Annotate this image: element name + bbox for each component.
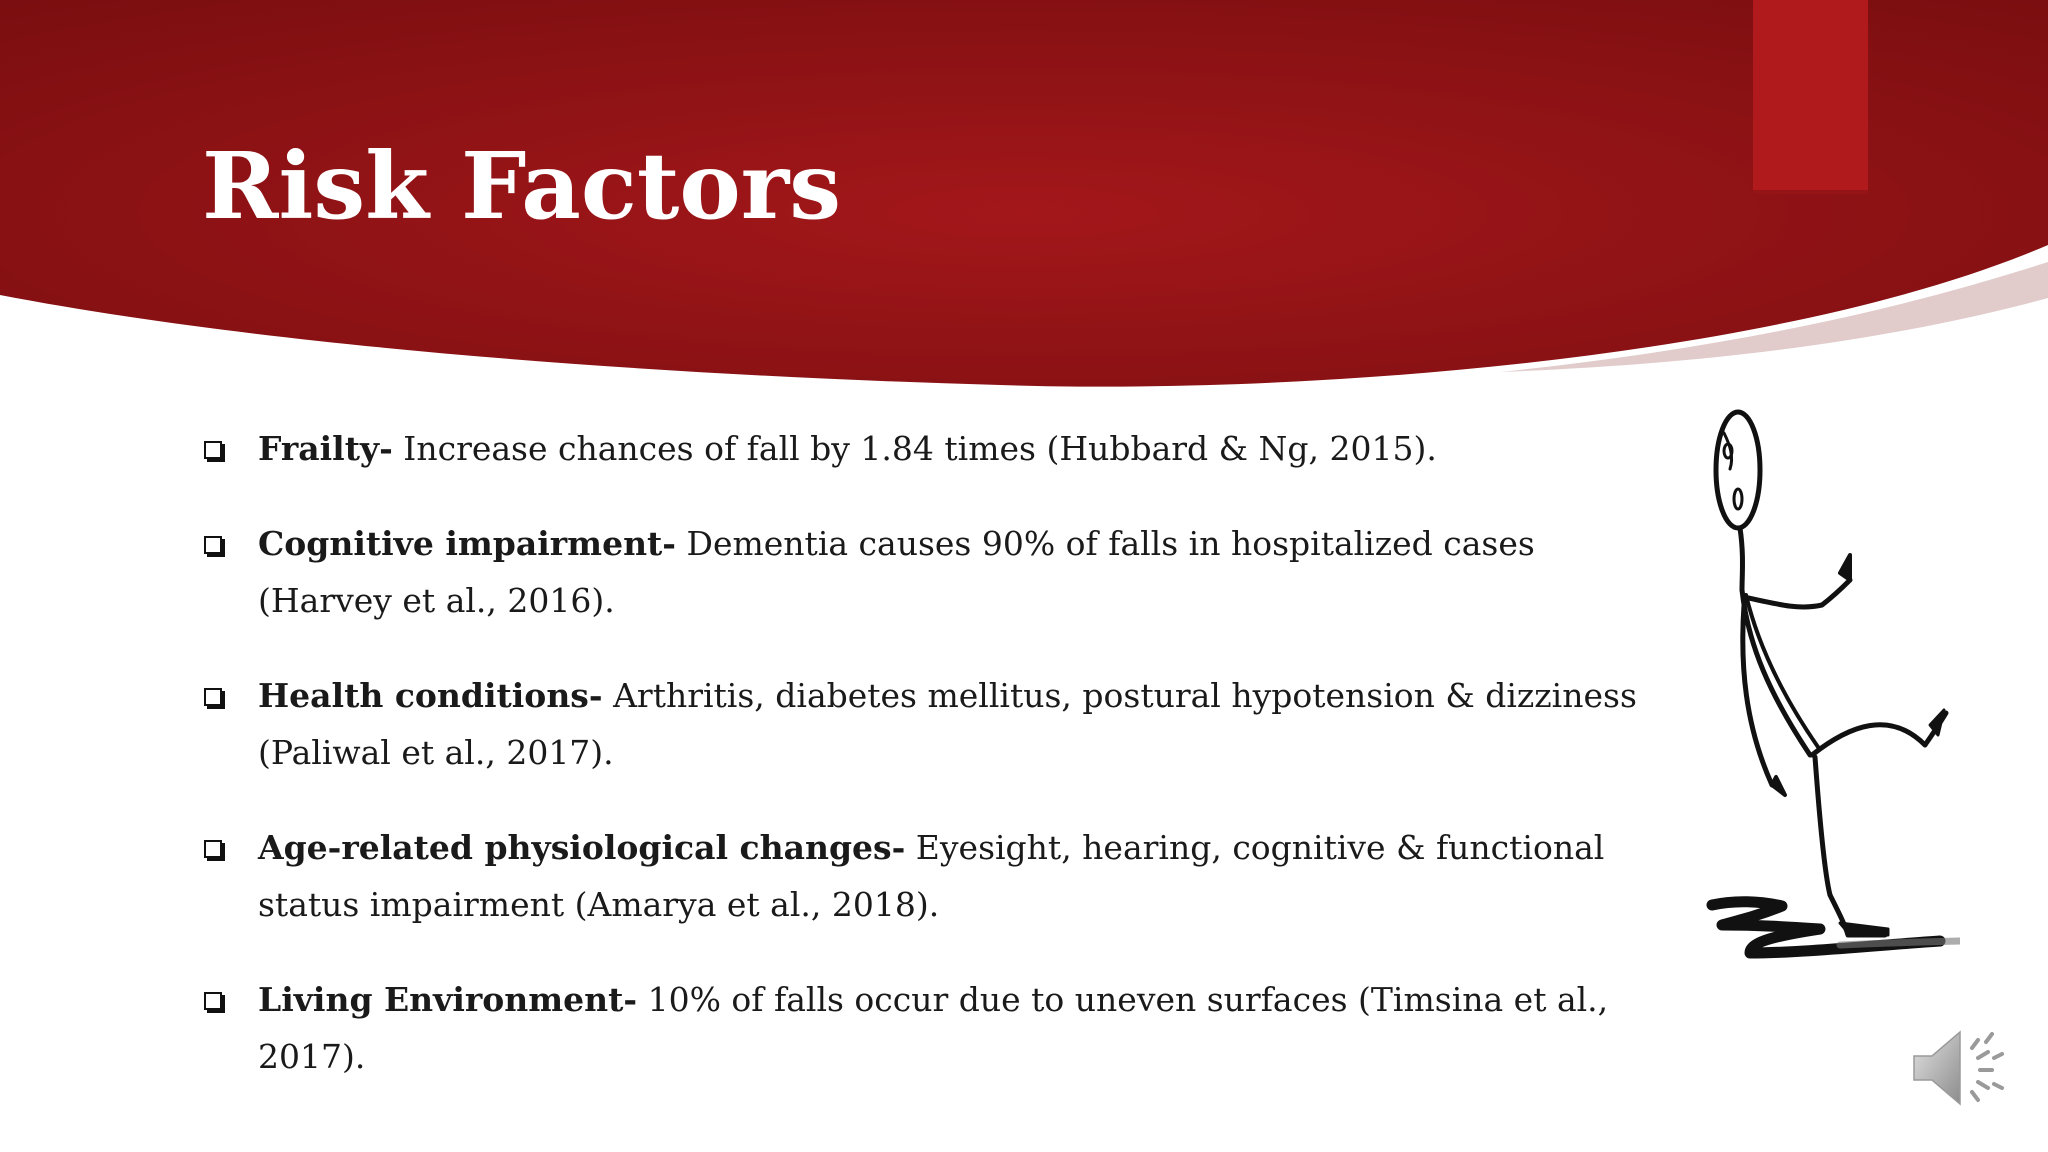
bullet-term: Age-related physiological changes- bbox=[258, 828, 906, 867]
checkbox-square-icon bbox=[204, 441, 222, 459]
speaker-icon[interactable] bbox=[1908, 1018, 2008, 1118]
bullet-text: Dementia causes 90% of falls in hospitalized cases (Harvey et al., 2016). bbox=[258, 524, 1535, 620]
bullet-text: 10% of falls occur due to uneven surfaces (Timsina et al., 2017). bbox=[258, 980, 1609, 1076]
bullet-text: Eyesight, hearing, cognitive & functional status impairment (Amarya et al., 2018). bbox=[258, 828, 1605, 924]
falling-stick-figure-icon bbox=[1700, 405, 1960, 985]
bullet-term: Cognitive impairment- bbox=[258, 524, 676, 563]
bullet-list bbox=[200, 420, 1660, 1123]
bullet-term: Health conditions- bbox=[258, 676, 603, 715]
bullet-item bbox=[200, 819, 1660, 933]
bullet-term: Frailty- bbox=[258, 429, 393, 468]
bullet-item bbox=[200, 971, 1660, 1085]
bullet-item bbox=[200, 667, 1660, 781]
checkbox-square-icon bbox=[204, 840, 222, 858]
checkbox-square-icon bbox=[204, 992, 222, 1010]
bullet-text: Increase chances of fall by 1.84 times (Hubbard & Ng, 2015). bbox=[392, 429, 1437, 468]
checkbox-square-icon bbox=[204, 536, 222, 554]
bullet-item bbox=[200, 515, 1660, 629]
accent-tab bbox=[1753, 0, 1868, 194]
bullet-term: Living Environment- bbox=[258, 980, 638, 1019]
slide-title: Risk Factors bbox=[202, 132, 842, 240]
bullet-text: Arthritis, diabetes mellitus, postural hypotension & dizziness (Paliwal et al., 2017). bbox=[258, 676, 1637, 772]
bullet-item bbox=[200, 420, 1660, 477]
checkbox-square-icon bbox=[204, 688, 222, 706]
